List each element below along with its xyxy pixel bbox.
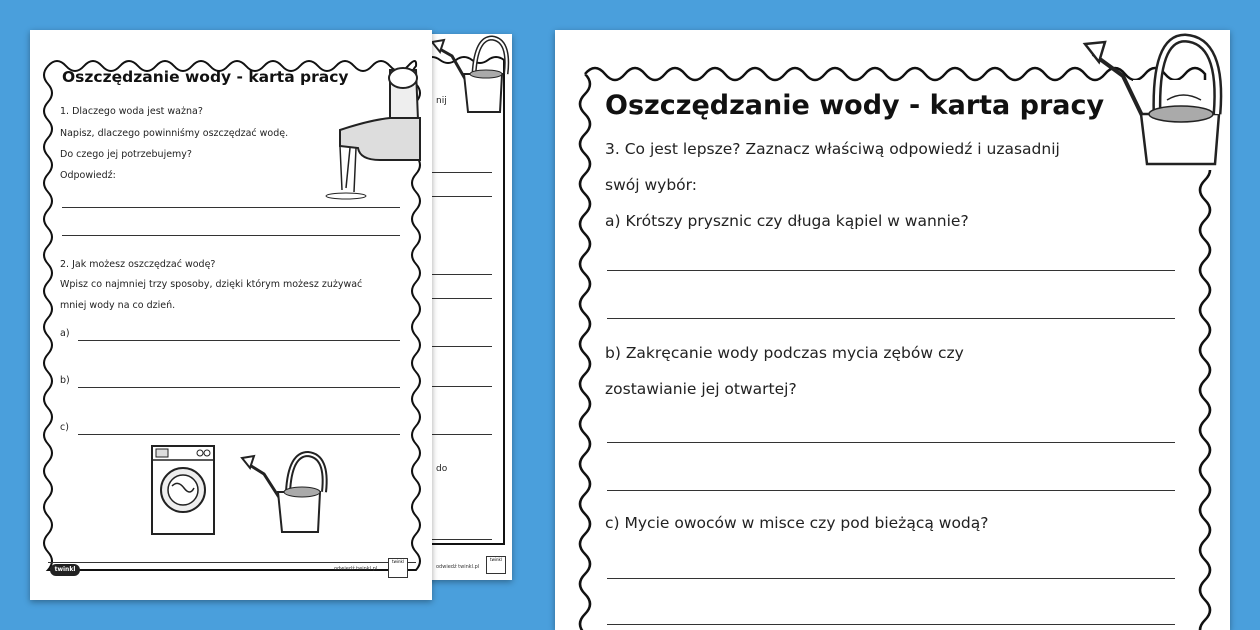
answer-line-c[interactable] — [78, 434, 400, 435]
answer-line-c[interactable] — [607, 578, 1175, 579]
back-sheet-text: do — [436, 464, 448, 474]
footer-site: odwiedź twinkl.pl — [436, 564, 480, 570]
answer-line-b[interactable] — [607, 442, 1175, 443]
footer-badge: twinkl — [486, 556, 506, 574]
q2-instruction: Wpisz co najmniej trzy sposoby, dzięki którym możesz zużywać — [60, 279, 363, 290]
question-b: zostawianie jej otwartej? — [605, 380, 797, 398]
right-worksheet — [555, 30, 1230, 630]
answer-line — [430, 539, 492, 540]
answer-line — [430, 386, 492, 387]
answer-line — [430, 196, 492, 197]
back-sheet-text: nij — [436, 96, 447, 106]
answer-label: Odpowiedź: — [60, 170, 116, 181]
answer-line-a[interactable] — [607, 318, 1175, 319]
answer-line — [430, 172, 492, 173]
faucet-icon — [320, 60, 430, 200]
q3-instruction: 3. Co jest lepsze? Zaznacz właściwą odpowiedź i uzasadnij — [605, 140, 1060, 158]
worksheet-title: Oszczędzanie wody - karta pracy — [62, 68, 349, 86]
q1-heading: 1. Dlaczego woda jest ważna? — [60, 106, 203, 117]
q2-instruction: mniej wody na co dzień. — [60, 300, 176, 311]
footer-badge: twinkl — [388, 558, 408, 578]
answer-line[interactable] — [62, 207, 400, 208]
q3-instruction: swój wybór: — [605, 176, 697, 194]
question-c: c) Mycie owoców w misce czy pod bieżącą wodą? — [605, 514, 989, 532]
answer-line — [430, 298, 492, 299]
option-b-label: b) — [60, 375, 70, 386]
answer-line — [430, 346, 492, 347]
twinkl-logo: twinkl — [50, 564, 80, 576]
watering-can-icon — [242, 450, 328, 536]
question-a: a) Krótszy prysznic czy długa kąpiel w wannie? — [605, 212, 969, 230]
footer-divider — [48, 562, 416, 563]
answer-line-c[interactable] — [607, 624, 1175, 625]
washing-machine-icon — [150, 444, 216, 536]
footer-site: odwiedź twinkl.pl — [334, 566, 378, 572]
watering-can-icon — [1083, 34, 1228, 170]
worksheet-title: Oszczędzanie wody - karta pracy — [605, 90, 1105, 121]
answer-line-b[interactable] — [78, 387, 400, 388]
q2-heading: 2. Jak możesz oszczędzać wodę? — [60, 259, 216, 270]
left-worksheet — [30, 30, 432, 600]
answer-line — [430, 434, 492, 435]
answer-line — [430, 274, 492, 275]
option-a-label: a) — [60, 328, 70, 339]
watering-can-icon — [430, 34, 510, 114]
question-b: b) Zakręcanie wody podczas mycia zębów czy — [605, 344, 964, 362]
option-c-label: c) — [60, 422, 69, 433]
answer-line-a[interactable] — [607, 270, 1175, 271]
answer-line[interactable] — [62, 235, 400, 236]
answer-line-b[interactable] — [607, 490, 1175, 491]
q1-instruction: Do czego jej potrzebujemy? — [60, 149, 192, 160]
q1-instruction: Napisz, dlaczego powinniśmy oszczędzać wodę. — [60, 128, 289, 139]
answer-line-a[interactable] — [78, 340, 400, 341]
